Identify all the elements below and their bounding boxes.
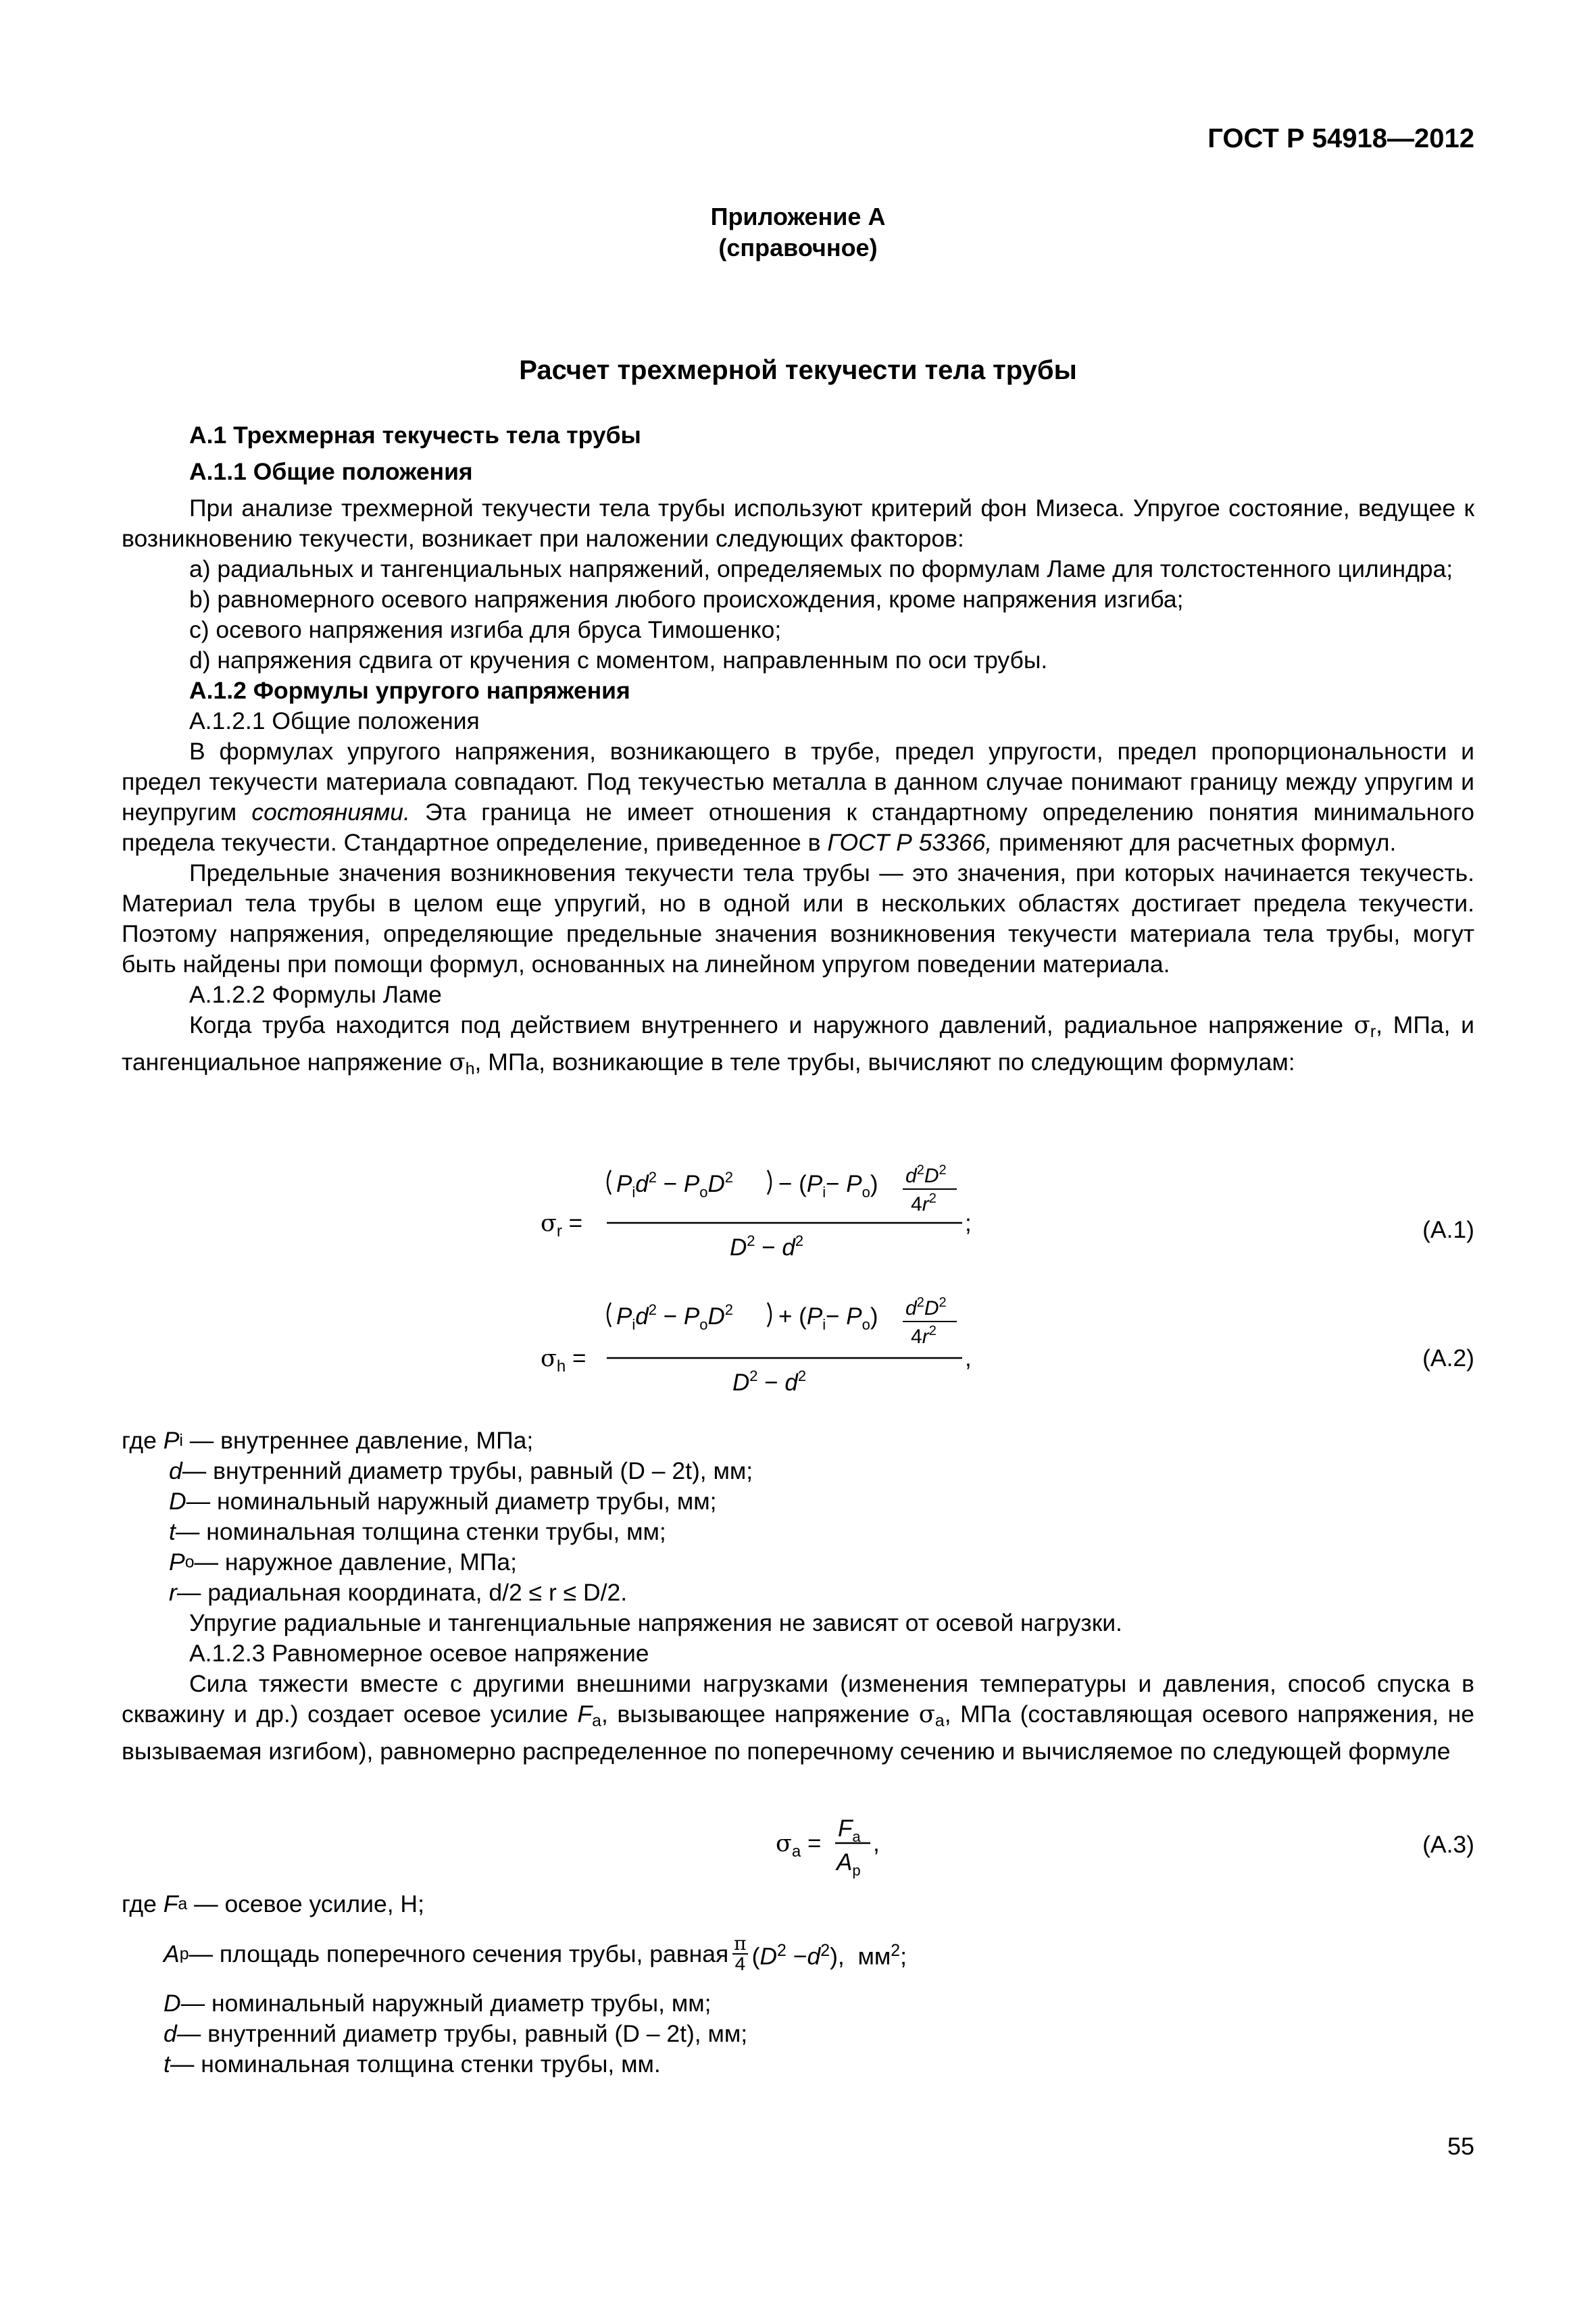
svg-text:+ (Pi− Po): + $(P_i- P_o)$ [778, 1303, 878, 1333]
text-body-2 [122, 1608, 1474, 1767]
definition-item: d — внутренний диаметр трубы, равный (D – 2t), мм; [164, 2020, 748, 2047]
formula-a1 [541, 1162, 1027, 1280]
svg-text:;: ; [965, 1210, 972, 1236]
svg-text:σh =: $\sigma_h$ = [541, 1345, 587, 1376]
definition-item: d — внутренний диаметр трубы, равный (D – 2t), мм; [169, 1457, 753, 1484]
svg-text:σa =: $\sigma_a$ = [776, 1830, 822, 1861]
svg-text:4r2: $4r^2$ [911, 1324, 937, 1348]
definition-item: t — номинальная толщина стенки трубы, мм. [164, 2051, 661, 2078]
formula-a3 [776, 1812, 911, 1890]
formula-a2 [541, 1292, 1027, 1410]
list-item: b) равномерного осевого напряжения любого происхождения, кроме напряжения изгиба; [189, 586, 1184, 613]
clause-heading: А.1.2.1 Общие положения [189, 707, 480, 734]
definitions-list [122, 1426, 1474, 1608]
pi-over-4-fraction: $\frac{\pi}{4}$ [734, 1932, 747, 1974]
annex-title: Приложение А [710, 203, 886, 230]
paragraph: В формулах упругого напряжения, возникающего в трубе, предел упругости, предел пропорциональности и предел текучести материала совпадают. Под текучестью металла в данном случае понимают границу между упругим и неупругим состояниями. Эта граница не имеет отношения к стандартному определению понятия минимального предела текучести. Стандартное определение, приведенное в ГОСТ Р 53366, применяют для расчетных формул. [122, 738, 1474, 856]
svg-text:d2D2: $d^2D^2$ [905, 1163, 947, 1187]
definition-item: где P i — внутреннее давление, МПа; [122, 1427, 534, 1454]
list-item: c) осевого напряжения изгиба для бруса Тимошенко; [189, 616, 782, 643]
definition-item: t — номинальная толщина стенки трубы, мм; [169, 1518, 666, 1545]
paragraph: Упругие радиальные и тангенциальные напряжения не зависят от осевой нагрузки. [189, 1609, 1122, 1636]
svg-text:Pid2 − PoD2: $P_id^2 - P_oD^2$ [616, 1301, 733, 1333]
subsection-heading: А.1.1 Общие положения [189, 458, 473, 485]
paragraph: Когда труба находится под действием внутреннего и наружного давлений, радиальное напряжение $\sigma_r$, МПа, и тангенциальное напряжение $\sigma_h$, МПа, возникающие в теле трубы, вычисляют по следующим формулам: [122, 1011, 1474, 1079]
paragraph: Предельные значения возникновения текучести тела трубы — это значения, при которых начинается текучесть. Материал тела трубы в целом еще упругий, но в одной или в нескольких областях достигает предела текучести. Поэтому напряжения, определяющие предельные значения возникновения текучести материала тела трубы, могут быть найдены при помощи формул, основанных на линейном упругом поведении материала. [122, 859, 1474, 978]
definition-item: D — номинальный наружный диаметр трубы, мм; [169, 1488, 717, 1515]
page-number: 55 [1447, 2132, 1474, 2160]
definition-item: D — номинальный наружный диаметр трубы, мм; [164, 1990, 712, 2017]
text-body [122, 420, 1474, 1084]
svg-text:Ap: $A_p$ [837, 1849, 861, 1879]
list-item: a) радиальных и тангенциальных напряжений, определяемых по формулам Ламе для толстостенного цилиндра; [189, 555, 1453, 582]
clause-heading: А.1.2.2 Формулы Ламе [189, 981, 442, 1008]
subsection-heading: А.1.2 Формулы упругого напряжения [189, 677, 630, 704]
paragraph: Сила тяжести вместе с другими внешними нагрузками (изменения температуры и давления, способ спуска в скважину и др.) создает осевое усилие $F_a$, вызывающее напряжение $\sigma_a$, МПа (составляющая осевого напряжения, не вызываемая изгибом), равномерно распределенное по поперечному сечению и вычисляемое по следующей формуле [122, 1670, 1474, 1765]
svg-text:Pid2 − PoD2: $P_id^2 - P_oD^2$ [616, 1169, 733, 1201]
document-code: ГОСТ Р 54918—2012 [1207, 124, 1474, 153]
section-heading: А.1 Трехмерная текучесть тела трубы [189, 422, 641, 449]
svg-text:d2D2: $d^2D^2$ [905, 1295, 947, 1319]
definitions-list-2 [122, 1889, 1474, 2080]
list-item: d) напряжения сдвига от кручения с моментом, направленным по оси трубы. [189, 647, 1048, 674]
svg-text:,: , [965, 1345, 972, 1372]
svg-text:,: , [873, 1830, 880, 1857]
main-title: Расчет трехмерной текучести тела трубы [519, 355, 1077, 385]
svg-text:D2 − d2: $D^2 - d^2$ [730, 1232, 804, 1261]
definition-item: r — радиальная координата, d/2 ≤ r ≤ D/2. [169, 1579, 628, 1606]
definition-item: где F a — осевое усилие, Н; [122, 1890, 424, 1917]
svg-text:4r2: $4r^2$ [911, 1191, 937, 1215]
definition-item: A p — площадь поперечного сечения трубы, равная $\frac{\pi}{4}$ $(D^2 -d^2)$, $мм^2$; [164, 1932, 907, 1974]
svg-text:− (Pi− Po): − $(P_i- P_o)$ [778, 1171, 878, 1201]
definition-item: P o — наружное давление, МПа; [169, 1549, 517, 1576]
svg-text:D2 − d2: $D^2 - d^2$ [732, 1367, 807, 1396]
svg-text:Fa: $F_a$ [838, 1815, 861, 1845]
equation-number: (А.3) [1422, 1831, 1474, 1858]
svg-text:σr =: $\sigma_r$ = [541, 1210, 583, 1240]
equation-number: (А.2) [1422, 1344, 1474, 1372]
clause-heading: А.1.2.3 Равномерное осевое напряжение [189, 1640, 649, 1667]
annex-type: (справочное) [718, 234, 878, 261]
equation-number: (А.1) [1422, 1216, 1474, 1243]
paragraph: При анализе трехмерной текучести тела трубы используют критерий фон Мизеса. Упругое состояние, ведущее к возникновению текучести, возникает при наложении следующих факторов: [122, 495, 1474, 552]
